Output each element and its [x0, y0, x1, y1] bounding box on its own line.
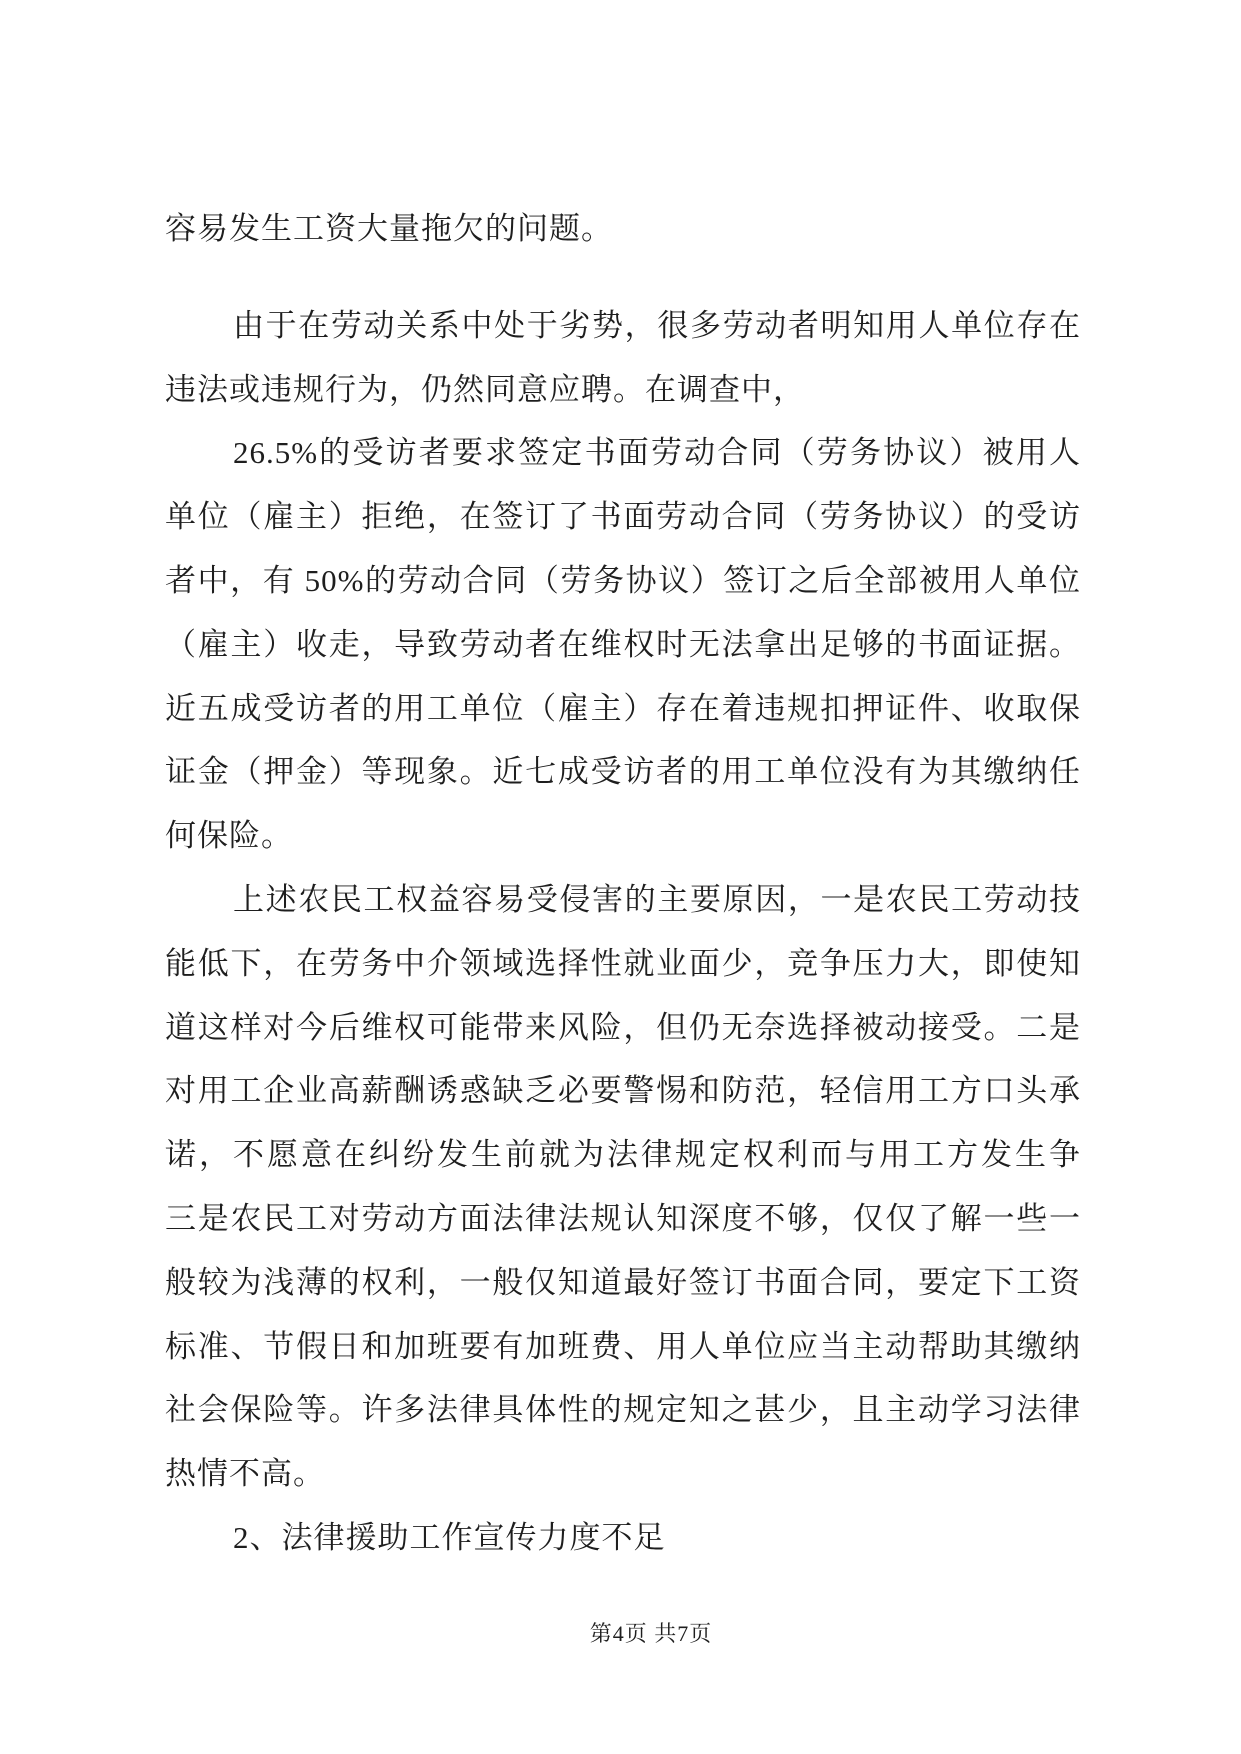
page-number-footer: 第4页 共7页 [589, 1621, 713, 1646]
text-line: 三是农民工对劳动方面法律法规认知深度不够，仅仅了解一些一 [165, 1200, 1081, 1236]
paragraph [165, 421, 1081, 868]
text-line: 社会保险等。许多法律具体性的规定知之甚少，且主动学习法律 [165, 1392, 1081, 1428]
paragraph [165, 868, 1081, 1506]
text-line: 容易发生工资大量拖欠的问题。 [165, 211, 613, 246]
text-line: 26.5%的受访者要求签定书面劳动合同（劳务协议）被用人 [233, 435, 1081, 471]
text-line: 单位（雇主）拒绝，在签订了书面劳动合同（劳务协议）的受访 [165, 499, 1081, 535]
text-line: 能低下，在劳务中介领域选择性就业面少，竞争压力大，即使知 [165, 945, 1081, 981]
text-line: 者中，有 50%的劳动合同（劳务协议）签订之后全部被用人单位 [165, 562, 1081, 598]
text-line: 由于在劳动关系中处于劣势，很多劳动者明知用人单位存在 [233, 307, 1081, 343]
text-line: 热情不高。 [165, 1456, 325, 1492]
paragraph [165, 197, 1081, 261]
text-line: 近五成受访者的用工单位（雇主）存在着违规扣押证件、收取保 [165, 690, 1081, 726]
text-line: 违法或违规行为，仍然同意应聘。在调查中， [165, 371, 805, 407]
section-heading [165, 1506, 1081, 1570]
body-text [165, 197, 1081, 1570]
text-line: 般较为浅薄的权利，一般仅知道最好签订书面合同，要定下工资 [165, 1264, 1081, 1300]
text-line: 道这样对今后维权可能带来风险，但仍无奈选择被动接受。二是 [165, 1009, 1081, 1045]
text-line: 诺，不愿意在纠纷发生前就为法律规定权利而与用工方发生争 [165, 1137, 1081, 1173]
text-line: 标准、节假日和加班要有加班费、用人单位应当主动帮助其缴纳 [165, 1328, 1081, 1364]
text-line: 2、法律援助工作宣传力度不足 [233, 1519, 666, 1555]
text-line: 证金（押金）等现象。近七成受访者的用工单位没有为其缴纳任 [165, 754, 1081, 790]
text-line: 对用工企业高薪酬诱惑缺乏必要警惕和防范，轻信用工方口头承 [165, 1073, 1081, 1109]
paragraph [165, 294, 1081, 422]
text-line: （雇主）收走，导致劳动者在维权时无法拿出足够的书面证据。 [165, 626, 1081, 662]
text-line: 上述农民工权益容易受侵害的主要原因，一是农民工劳动技 [233, 881, 1081, 917]
text-line: 何保险。 [165, 818, 293, 854]
